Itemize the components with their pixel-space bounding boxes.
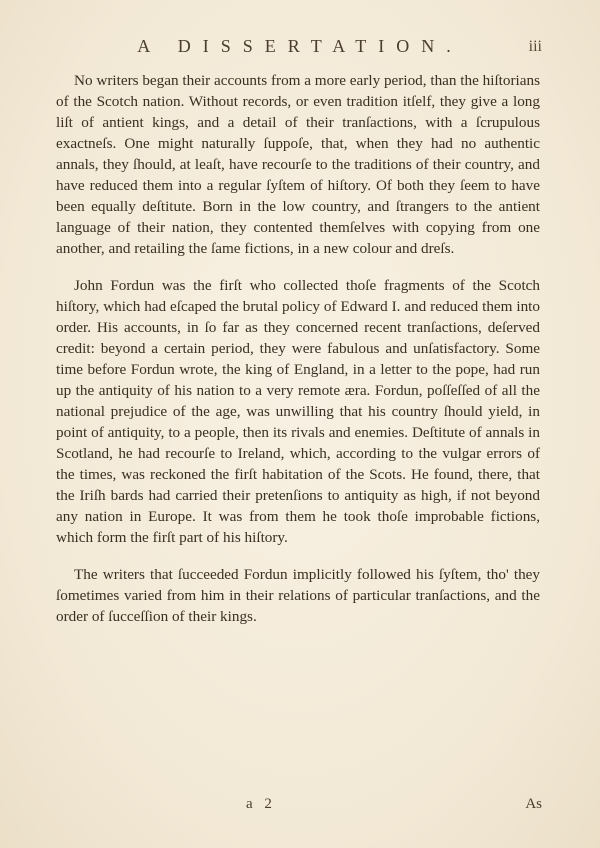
signature-mark: a 2 — [246, 796, 276, 812]
catchword: As — [525, 796, 542, 812]
paragraph-1: No writers began their accounts from a more early period, than the hiſtorians of the Scotch nation. Without records, or even tradition itſelf, they give a long liſt of antient kings, and a detail of their tranſactions, with a ſcrupulous exactneſs. One might naturally ſuppoſe, that, when they had no authentic annals, they ſhould, at leaſt, have recourſe to the traditions of their country, and have reduced them into a regular ſyſtem of hiſtory. Of both they ſeem to have been equally deſtitute. Born in the low country, and ſtrangers to the antient language of their nation, they contented themſelves with copying from one another, and retailing the ſame fictions, in a new colour and dreſs. — [56, 72, 541, 257]
page-footer — [0, 796, 600, 820]
body-text — [56, 70, 540, 643]
running-head: A DISSERTATION. — [137, 36, 463, 56]
page-header — [0, 36, 600, 66]
page-number: iii — [528, 38, 542, 55]
paragraph-2: John Fordun was the firſt who collected thoſe fragments of the Scotch hiſtory, which had eſcaped the brutal policy of Edward I. and reduced them into order. His accounts, in ſo far as they concerned recent tranſactions, deſerved credit: beyond a certain period, they were fabulous and unſatisfactory. Some time before Fordun wrote, the king of England, in a letter to the pope, had run up the antiquity of his nation to a very remote æra. Fordun, poſſeſſed of all the national prejudice of the age, was unwilling that his country ſhould yield, in point of antiquity, to a people, then its rivals and enemies. Deſtitute of annals in Scotland, he had recourſe to Ireland, which, according to the vulgar errors of the times, was reckoned the firſt habitation of the Scots. He found, there, that the Iriſh bards had carried their pretenſions to antiquity as high, if not beyond any nation in Europe. It was from them he took thoſe improbable fictions, which form the firſt part of his hiſtory. — [56, 277, 540, 546]
paragraph-3: The writers that ſucceeded Fordun implicitly followed his ſyſtem, tho' they ſometimes varied from him in their relations of particular tranſactions, and the order of ſucceſſion of their kings. — [56, 566, 540, 625]
